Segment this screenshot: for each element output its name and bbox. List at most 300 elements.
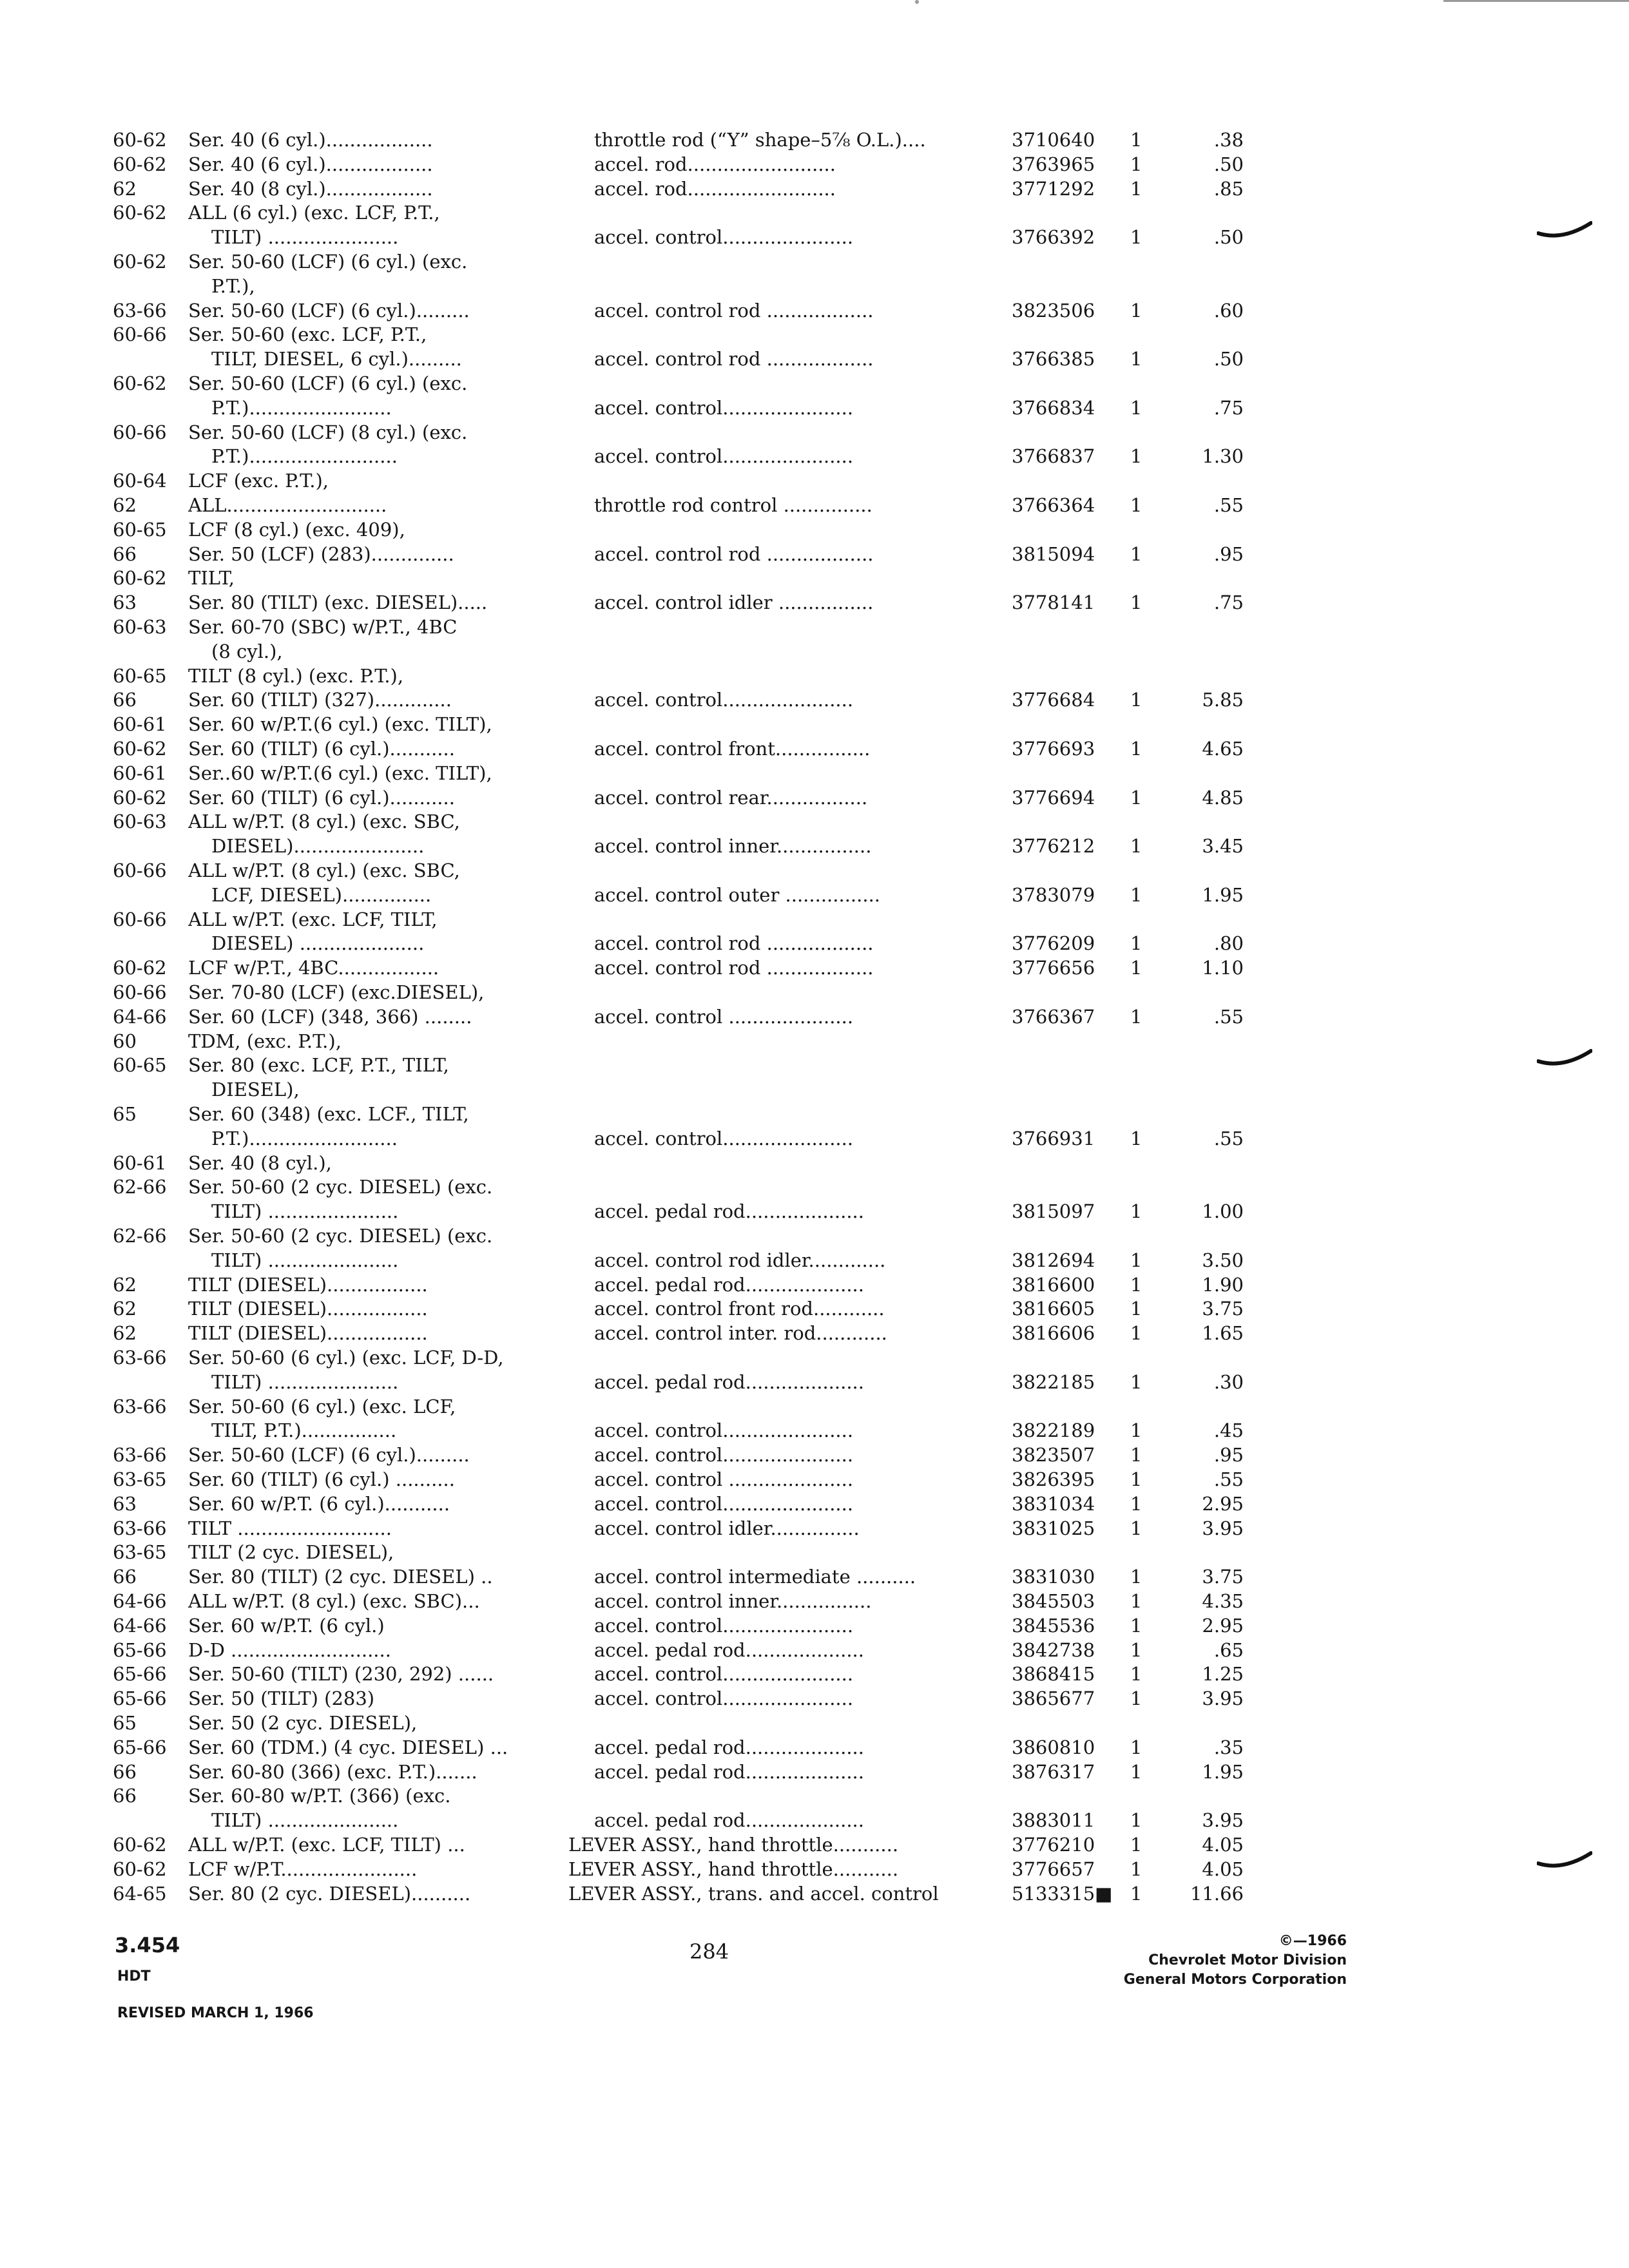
model-year: 65-66 [113, 1639, 167, 1661]
application: Ser. 50-60 (LCF) (6 cyl.)......... [188, 300, 470, 322]
part-number: 3831030 [1012, 1566, 1095, 1588]
part-number: 3815097 [1012, 1200, 1095, 1222]
model-year: 63-65 [113, 1468, 167, 1490]
part-number: 3766367 [1012, 1006, 1095, 1028]
part-number: 3766392 [1012, 226, 1095, 248]
application: Ser. 50-60 (exc. LCF, P.T., [188, 323, 427, 345]
parts-row-continued [0, 1175, 1629, 1199]
model-year: 65 [113, 1103, 137, 1125]
parts-row [0, 1760, 1629, 1784]
section-number: 3.454 [115, 1933, 180, 1957]
parts-row-continued [0, 420, 1629, 445]
application: LCF w/P.T., 4BC................. [188, 957, 439, 979]
model-year: 65 [113, 1712, 137, 1734]
list-price: 3.95 [1202, 1517, 1244, 1539]
description: accel. pedal rod.................... [594, 1639, 864, 1661]
application: Ser. 50 (2 cyc. DIESEL), [188, 1712, 418, 1734]
model-year: 60-66 [113, 421, 167, 443]
parts-row-continued [0, 1151, 1629, 1175]
parts-row [0, 1273, 1629, 1297]
parts-row [0, 1881, 1629, 1906]
application: TILT (DIESEL)................. [188, 1298, 428, 1320]
parts-row [0, 785, 1629, 810]
list-price: 1.30 [1202, 445, 1244, 467]
parts-row-continued [0, 639, 1629, 664]
description: accel. control inner................ [594, 1590, 872, 1612]
model-year: 63 [113, 1493, 137, 1515]
description: accel. control...................... [594, 1419, 854, 1441]
list-price: 4.05 [1202, 1834, 1244, 1856]
parts-row [0, 736, 1629, 761]
parts-row [0, 1735, 1629, 1760]
application: TDM, (exc. P.T.), [188, 1030, 342, 1052]
application: TILT (DIESEL)................. [188, 1274, 428, 1296]
parts-row [0, 1296, 1629, 1321]
description: accel. control inner................ [594, 835, 872, 857]
parts-row [0, 1662, 1629, 1686]
application: Ser. 80 (TILT) (exc. DIESEL)..... [188, 591, 488, 613]
model-year: 66 [113, 1785, 137, 1807]
parts-row-continued [0, 1053, 1629, 1077]
list-price: 4.35 [1202, 1590, 1244, 1612]
parts-row-continued [0, 809, 1629, 834]
part-number: 3868415 [1012, 1663, 1095, 1685]
model-year: 62-66 [113, 1176, 167, 1198]
description: accel. control front rod............ [594, 1298, 885, 1320]
model-year: 60-62 [113, 1834, 167, 1856]
list-price: 2.95 [1202, 1493, 1244, 1515]
part-number: 3822189 [1012, 1419, 1095, 1441]
corporation-name: General Motors Corporation [1123, 1972, 1347, 1988]
quantity: 1 [1130, 1517, 1142, 1539]
description: throttle rod control ............... [594, 494, 872, 516]
part-number: 3766931 [1012, 1128, 1095, 1149]
application: TILT, [188, 567, 235, 589]
application: ALL w/P.T. (exc. LCF, TILT, [188, 908, 438, 930]
quantity: 1 [1130, 1809, 1142, 1831]
description: accel. control front................ [594, 738, 871, 760]
quantity: 1 [1130, 689, 1142, 711]
part-number: 3823507 [1012, 1444, 1095, 1466]
model-year: 63 [113, 591, 137, 613]
part-number: 3883011 [1012, 1809, 1095, 1831]
parts-row [0, 1686, 1629, 1711]
part-number: 3816600 [1012, 1274, 1095, 1296]
model-year: 60-62 [113, 957, 167, 979]
list-price: 2.95 [1202, 1615, 1244, 1637]
application: Ser. 40 (6 cyl.).................. [188, 153, 433, 175]
model-year: 60-61 [113, 762, 167, 784]
application: Ser. 70-80 (LCF) (exc.DIESEL), [188, 981, 485, 1003]
parts-row-continued [0, 1394, 1629, 1419]
description: accel. control...................... [594, 445, 854, 467]
copyright: ©—1966 [1278, 1933, 1347, 1949]
description: accel. control...................... [594, 226, 854, 248]
list-price: 4.65 [1202, 738, 1244, 760]
part-number: 3865677 [1012, 1687, 1095, 1709]
application: DIESEL)...................... [211, 835, 425, 857]
model-year: 66 [113, 689, 137, 711]
parts-row [0, 1613, 1629, 1638]
application: ALL (6 cyl.) (exc. LCF, P.T., [188, 202, 440, 224]
description: accel. control idler ................ [594, 591, 874, 613]
parts-row [0, 956, 1629, 980]
parts-row [0, 1418, 1629, 1443]
parts-row [0, 1589, 1629, 1613]
application: Ser. 60-70 (SBC) w/P.T., 4BC [188, 616, 458, 638]
parts-row-continued [0, 200, 1629, 225]
description: accel. control inter. rod............ [594, 1322, 887, 1344]
description: accel. control...................... [594, 397, 854, 419]
parts-row-continued [0, 907, 1629, 932]
list-price: .65 [1213, 1639, 1244, 1661]
parts-row-continued [0, 1224, 1629, 1248]
list-price: 5.85 [1202, 689, 1244, 711]
parts-row [0, 590, 1629, 615]
quantity: 1 [1130, 1639, 1142, 1661]
description: accel. control...................... [594, 1687, 854, 1709]
list-price: .45 [1213, 1419, 1244, 1441]
description: accel. control intermediate .......... [594, 1566, 916, 1588]
application: Ser. 50 (LCF) (283).............. [188, 543, 454, 565]
parts-row [0, 1467, 1629, 1492]
model-year: 62 [113, 1274, 137, 1296]
model-year: 66 [113, 543, 137, 565]
revision-date: REVISED MARCH 1, 1966 [117, 2005, 314, 2021]
application: Ser. 80 (2 cyc. DIESEL).......... [188, 1883, 471, 1905]
description: LEVER ASSY., hand throttle........... [568, 1834, 899, 1856]
parts-row-continued [0, 615, 1629, 639]
description: accel. control rod .................. [594, 348, 874, 370]
part-number: 5133315■ [1012, 1883, 1113, 1905]
application: Ser. 80 (TILT) (2 cyc. DIESEL) .. [188, 1566, 493, 1588]
application: Ser. 50-60 (2 cyc. DIESEL) (exc. [188, 1176, 493, 1198]
quantity: 1 [1130, 591, 1142, 613]
model-year: 64-65 [113, 1883, 167, 1905]
parts-row [0, 1808, 1629, 1832]
parts-row [0, 177, 1629, 201]
model-year: 60-66 [113, 981, 167, 1003]
model-year: 60-66 [113, 860, 167, 881]
part-number: 3766364 [1012, 494, 1095, 516]
part-number: 3822185 [1012, 1371, 1095, 1393]
application: DIESEL), [211, 1079, 300, 1100]
parts-row-continued [0, 371, 1629, 396]
model-year: 65-66 [113, 1663, 167, 1685]
parts-row-continued [0, 1540, 1629, 1564]
model-year: 60-63 [113, 811, 167, 832]
quantity: 1 [1130, 884, 1142, 906]
parts-row-continued [0, 858, 1629, 883]
part-number: 3766837 [1012, 445, 1095, 467]
catalog-code: HDT [117, 1968, 151, 1984]
description: accel. control...................... [594, 1128, 854, 1149]
description: accel. control...................... [594, 1615, 854, 1637]
quantity: 1 [1130, 957, 1142, 979]
model-year: 60-61 [113, 1152, 167, 1174]
model-year: 60-62 [113, 567, 167, 589]
list-price: 3.95 [1202, 1809, 1244, 1831]
model-year: 62-66 [113, 1225, 167, 1247]
list-price: .30 [1213, 1371, 1244, 1393]
model-year: 60-62 [113, 787, 167, 809]
quantity: 1 [1130, 1468, 1142, 1490]
list-price: 3.75 [1202, 1566, 1244, 1588]
list-price: 3.50 [1202, 1249, 1244, 1271]
model-year: 60 [113, 1030, 137, 1052]
part-number: 3776694 [1012, 787, 1095, 809]
description: accel. control rod .................. [594, 543, 874, 565]
parts-row-continued [0, 980, 1629, 1004]
quantity: 1 [1130, 1761, 1142, 1783]
part-number: 3776657 [1012, 1858, 1095, 1880]
parts-row-continued [0, 322, 1629, 347]
description: accel. control...................... [594, 1663, 854, 1685]
part-number: 3776212 [1012, 835, 1095, 857]
application: P.T.)......................... [211, 1128, 398, 1149]
application: Ser. 50 (TILT) (283) [188, 1687, 375, 1709]
list-price: .95 [1213, 1444, 1244, 1466]
parts-row [0, 1248, 1629, 1273]
list-price: .85 [1213, 178, 1244, 200]
parts-row [0, 1443, 1629, 1467]
application: TILT (8 cyl.) (exc. P.T.), [188, 665, 404, 687]
description: accel. control ..................... [594, 1006, 854, 1028]
application: TILT) ...................... [211, 226, 399, 248]
model-year: 60-62 [113, 738, 167, 760]
model-year: 60-66 [113, 323, 167, 345]
parts-row [0, 1199, 1629, 1224]
description: LEVER ASSY., hand throttle........... [568, 1858, 899, 1880]
application: Ser. 50-60 (LCF) (6 cyl.)......... [188, 1444, 470, 1466]
description: accel. control...................... [594, 1444, 854, 1466]
list-price: 4.05 [1202, 1858, 1244, 1880]
application: Ser. 80 (exc. LCF, P.T., TILT, [188, 1054, 449, 1076]
model-year: 60-62 [113, 251, 167, 273]
application: ALL w/P.T. (8 cyl.) (exc. SBC, [188, 811, 460, 832]
parts-row [0, 1564, 1629, 1589]
application: Ser. 60 (348) (exc. LCF., TILT, [188, 1103, 469, 1125]
corporate-credit [1044, 1932, 1347, 1990]
application: Ser. 60 (TDM.) (4 cyc. DIESEL) ... [188, 1736, 508, 1758]
application: Ser. 40 (8 cyl.), [188, 1152, 332, 1174]
parts-row [0, 834, 1629, 858]
list-price: 1.00 [1202, 1200, 1244, 1222]
quantity: 1 [1130, 738, 1142, 760]
description: accel. control idler............... [594, 1517, 860, 1539]
application: Ser. 60 (TILT) (6 cyl.)........... [188, 787, 455, 809]
description: throttle rod (“Y” shape–5⅞ O.L.).... [594, 129, 926, 151]
list-price: 1.95 [1202, 1761, 1244, 1783]
list-price: .95 [1213, 543, 1244, 565]
part-number: 3783079 [1012, 884, 1095, 906]
list-price: 1.10 [1202, 957, 1244, 979]
model-year: 63-66 [113, 300, 167, 322]
model-year: 66 [113, 1761, 137, 1783]
parts-row [0, 1126, 1629, 1151]
quantity: 1 [1130, 932, 1142, 954]
model-year: 60-65 [113, 665, 167, 687]
parts-row [0, 1638, 1629, 1662]
part-number: 3766385 [1012, 348, 1095, 370]
application: TILT, DIESEL, 6 cyl.)......... [211, 348, 462, 370]
list-price: 1.95 [1202, 884, 1244, 906]
model-year: 64-66 [113, 1590, 167, 1612]
page-number: 284 [689, 1939, 729, 1964]
quantity: 1 [1130, 1736, 1142, 1758]
application: P.T.)......................... [211, 445, 398, 467]
list-price: 3.95 [1202, 1687, 1244, 1709]
description: accel. control ..................... [594, 1468, 854, 1490]
list-price: 3.75 [1202, 1298, 1244, 1320]
part-number: 3776684 [1012, 689, 1095, 711]
parts-row [0, 1004, 1629, 1029]
model-year: 63-66 [113, 1347, 167, 1369]
quantity: 1 [1130, 1615, 1142, 1637]
part-number: 3815094 [1012, 543, 1095, 565]
application: TILT (DIESEL)................. [188, 1322, 428, 1344]
list-price: 1.65 [1202, 1322, 1244, 1344]
parts-row-continued [0, 1077, 1629, 1102]
quantity: 1 [1130, 153, 1142, 175]
application: Ser. 50-60 (LCF) (8 cyl.) (exc. [188, 421, 468, 443]
quantity: 1 [1130, 226, 1142, 248]
model-year: 63-65 [113, 1541, 167, 1563]
part-number: 3771292 [1012, 178, 1095, 200]
description: accel. control...................... [594, 1493, 854, 1515]
part-number: 3776656 [1012, 957, 1095, 979]
description: accel. control rod .................. [594, 957, 874, 979]
list-price: .55 [1213, 494, 1244, 516]
parts-row [0, 444, 1629, 468]
description: accel. pedal rod.................... [594, 1200, 864, 1222]
application: ALL w/P.T. (8 cyl.) (exc. SBC)... [188, 1590, 480, 1612]
description: accel. rod......................... [594, 178, 836, 200]
model-year: 62 [113, 1322, 137, 1344]
list-price: .38 [1213, 129, 1244, 151]
parts-row [0, 1370, 1629, 1394]
model-year: 62 [113, 178, 137, 200]
list-price: .55 [1213, 1468, 1244, 1490]
application: ALL........................... [188, 494, 387, 516]
application: LCF (exc. P.T.), [188, 470, 329, 492]
application: DIESEL) ..................... [211, 932, 425, 954]
list-price: 1.90 [1202, 1274, 1244, 1296]
quantity: 1 [1130, 1663, 1142, 1685]
application: LCF w/P.T....................... [188, 1858, 418, 1880]
list-price: .50 [1213, 226, 1244, 248]
model-year: 60-62 [113, 1858, 167, 1880]
part-number: 3845503 [1012, 1590, 1095, 1612]
description: accel. pedal rod.................... [594, 1371, 864, 1393]
quantity: 1 [1130, 1200, 1142, 1222]
quantity: 1 [1130, 1371, 1142, 1393]
parts-row-continued [0, 517, 1629, 542]
list-price: 4.85 [1202, 787, 1244, 809]
quantity: 1 [1130, 300, 1142, 322]
division-name: Chevrolet Motor Division [1148, 1952, 1347, 1968]
parts-row [0, 1321, 1629, 1345]
part-number: 3710640 [1012, 129, 1095, 151]
list-price: .55 [1213, 1006, 1244, 1028]
quantity: 1 [1130, 835, 1142, 857]
description: accel. pedal rod.................... [594, 1761, 864, 1783]
quantity: 1 [1130, 1128, 1142, 1149]
parts-row-continued [0, 468, 1629, 493]
application: Ser. 60-80 (366) (exc. P.T.)....... [188, 1761, 477, 1783]
quantity: 1 [1130, 1858, 1142, 1880]
quantity: 1 [1130, 1493, 1142, 1515]
application: TILT) ...................... [211, 1249, 399, 1271]
model-year: 60-62 [113, 129, 167, 151]
quantity: 1 [1130, 1419, 1142, 1441]
list-price: 1.25 [1202, 1663, 1244, 1685]
model-year: 64-66 [113, 1615, 167, 1637]
model-year: 65-66 [113, 1736, 167, 1758]
model-year: 63-66 [113, 1396, 167, 1418]
part-number: 3816605 [1012, 1298, 1095, 1320]
list-price: .80 [1213, 932, 1244, 954]
application: Ser. 60 (TILT) (6 cyl.) .......... [188, 1468, 455, 1490]
parts-row [0, 883, 1629, 907]
application: ALL w/P.T. (8 cyl.) (exc. SBC, [188, 860, 460, 881]
parts-row-continued [0, 761, 1629, 785]
description: LEVER ASSY., trans. and accel. control [568, 1883, 939, 1905]
part-number: 3845536 [1012, 1615, 1095, 1637]
list-price: .55 [1213, 1128, 1244, 1149]
parts-row [0, 347, 1629, 371]
quantity: 1 [1130, 178, 1142, 200]
quantity: 1 [1130, 494, 1142, 516]
quantity: 1 [1130, 1444, 1142, 1466]
model-year: 60-63 [113, 616, 167, 638]
model-year: 62 [113, 494, 137, 516]
quantity: 1 [1130, 129, 1142, 151]
application: Ser. 50-60 (6 cyl.) (exc. LCF, D-D, [188, 1347, 504, 1369]
quantity: 1 [1130, 1298, 1142, 1320]
model-year: 63-66 [113, 1517, 167, 1539]
part-number: 3776210 [1012, 1834, 1095, 1856]
model-year: 60-62 [113, 372, 167, 394]
list-price: .75 [1213, 591, 1244, 613]
model-year: 60-65 [113, 1054, 167, 1076]
parts-row [0, 1516, 1629, 1541]
list-price: .75 [1213, 397, 1244, 419]
description: accel. control outer ................ [594, 884, 881, 906]
application: TILT .......................... [188, 1517, 392, 1539]
model-year: 64-66 [113, 1006, 167, 1028]
list-price: 11.66 [1190, 1883, 1244, 1905]
quantity: 1 [1130, 1274, 1142, 1296]
part-number: 3831034 [1012, 1493, 1095, 1515]
parts-row-continued [0, 1102, 1629, 1126]
application: Ser. 60 (LCF) (348, 366) ........ [188, 1006, 472, 1028]
application: LCF, DIESEL)............... [211, 884, 432, 906]
parts-row-continued [0, 1783, 1629, 1808]
application: Ser. 60 (TILT) (327)............. [188, 689, 452, 711]
application: Ser. 60 w/P.T.(6 cyl.) (exc. TILT), [188, 713, 492, 735]
application: Ser. 60 w/P.T. (6 cyl.)........... [188, 1493, 450, 1515]
application: TILT) ...................... [211, 1200, 399, 1222]
application: Ser. 60-80 w/P.T. (366) (exc. [188, 1785, 451, 1807]
parts-row [0, 152, 1629, 177]
parts-row [0, 687, 1629, 712]
model-year: 66 [113, 1566, 137, 1588]
description: accel. rod......................... [594, 153, 836, 175]
part-number: 3816606 [1012, 1322, 1095, 1344]
quantity: 1 [1130, 1566, 1142, 1588]
model-year: 60-61 [113, 713, 167, 735]
